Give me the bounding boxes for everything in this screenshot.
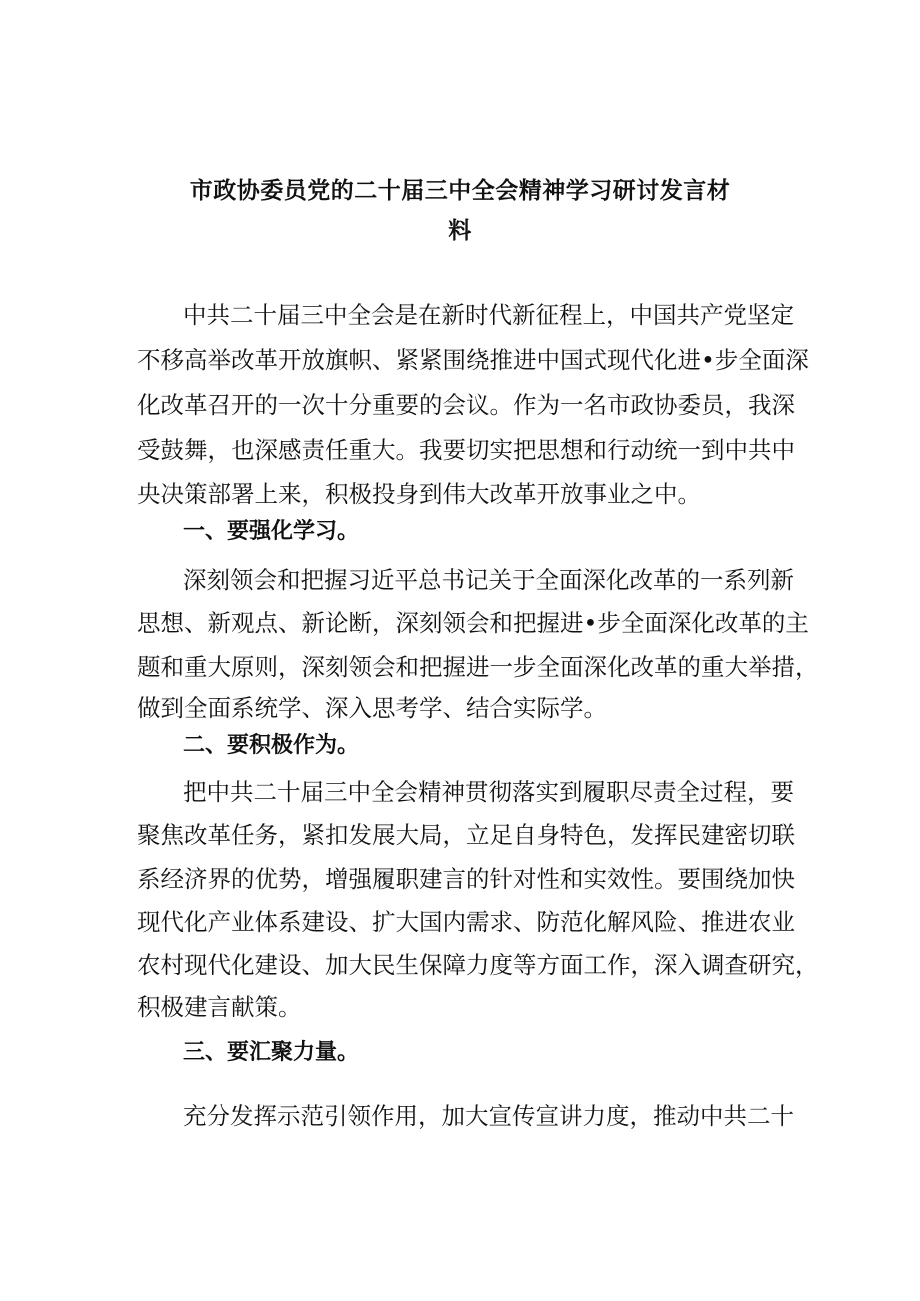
paragraph-3-line-4: 现代化产业体系建设、扩大国内需求、防范化解风险、推进农业 bbox=[137, 908, 795, 936]
paragraph-4-line-1: 充分发挥示范引领作用，加大宣传宣讲力度，推动中共二十 bbox=[183, 1102, 794, 1130]
document-title-line-2: 料 bbox=[448, 218, 472, 244]
section-heading-2: 二、要积极作为。 bbox=[183, 733, 360, 758]
paragraph-2-line-3: 题和重大原则，深刻领会和把握进一步全面深化改革的重大举措， bbox=[137, 653, 819, 681]
paragraph-1-line-1: 中共二十届三中全会是在新时代新征程上，中国共产党坚定 bbox=[183, 301, 794, 329]
paragraph-2-line-4: 做到全面系统学、深入思考学、结合实际学。 bbox=[137, 694, 607, 722]
document-title-line-1: 市政协委员党的二十届三中全会精神学习研讨发言材 bbox=[189, 178, 731, 204]
paragraph-1-line-4: 受鼓舞，也深感责任重大。我要切实把思想和行动统一到中共中 bbox=[137, 436, 795, 464]
paragraph-1-line-3: 化改革召开的一次十分重要的会议。作为一名市政协委员，我深 bbox=[137, 391, 795, 419]
paragraph-3-line-6: 积极建言献策。 bbox=[137, 993, 302, 1021]
paragraph-3-line-5: 农村现代化建设、加大民生保障力度等方面工作，深入调查研究， bbox=[137, 951, 819, 979]
paragraph-3-line-3: 系经济界的优势，增强履职建言的针对性和实效性。要围绕加快 bbox=[137, 865, 795, 893]
paragraph-2-line-1: 深刻领会和把握习近平总书记关于全面深化改革的一系列新 bbox=[183, 566, 794, 594]
paragraph-3-line-1: 把中共二十届三中全会精神贯彻落实到履职尽责全过程，要 bbox=[183, 778, 794, 806]
section-heading-3: 三、要汇聚力量。 bbox=[183, 1040, 360, 1065]
paragraph-3-line-2: 聚焦改革任务，紧扣发展大局，立足自身特色，发挥民建密切联 bbox=[137, 821, 795, 849]
paragraph-1-line-5: 央决策部署上来，积极投身到伟大改革开放事业之中。 bbox=[137, 480, 701, 508]
paragraph-2-line-2: 思想、新观点、新论断，深刻领会和把握进•步全面深化改革的主 bbox=[137, 609, 809, 637]
paragraph-1-line-2: 不移高举改革开放旗帜、紧紧围绕推进中国式现代化进•步全面深 bbox=[137, 346, 809, 374]
section-heading-1: 一、要强化学习。 bbox=[183, 519, 360, 544]
